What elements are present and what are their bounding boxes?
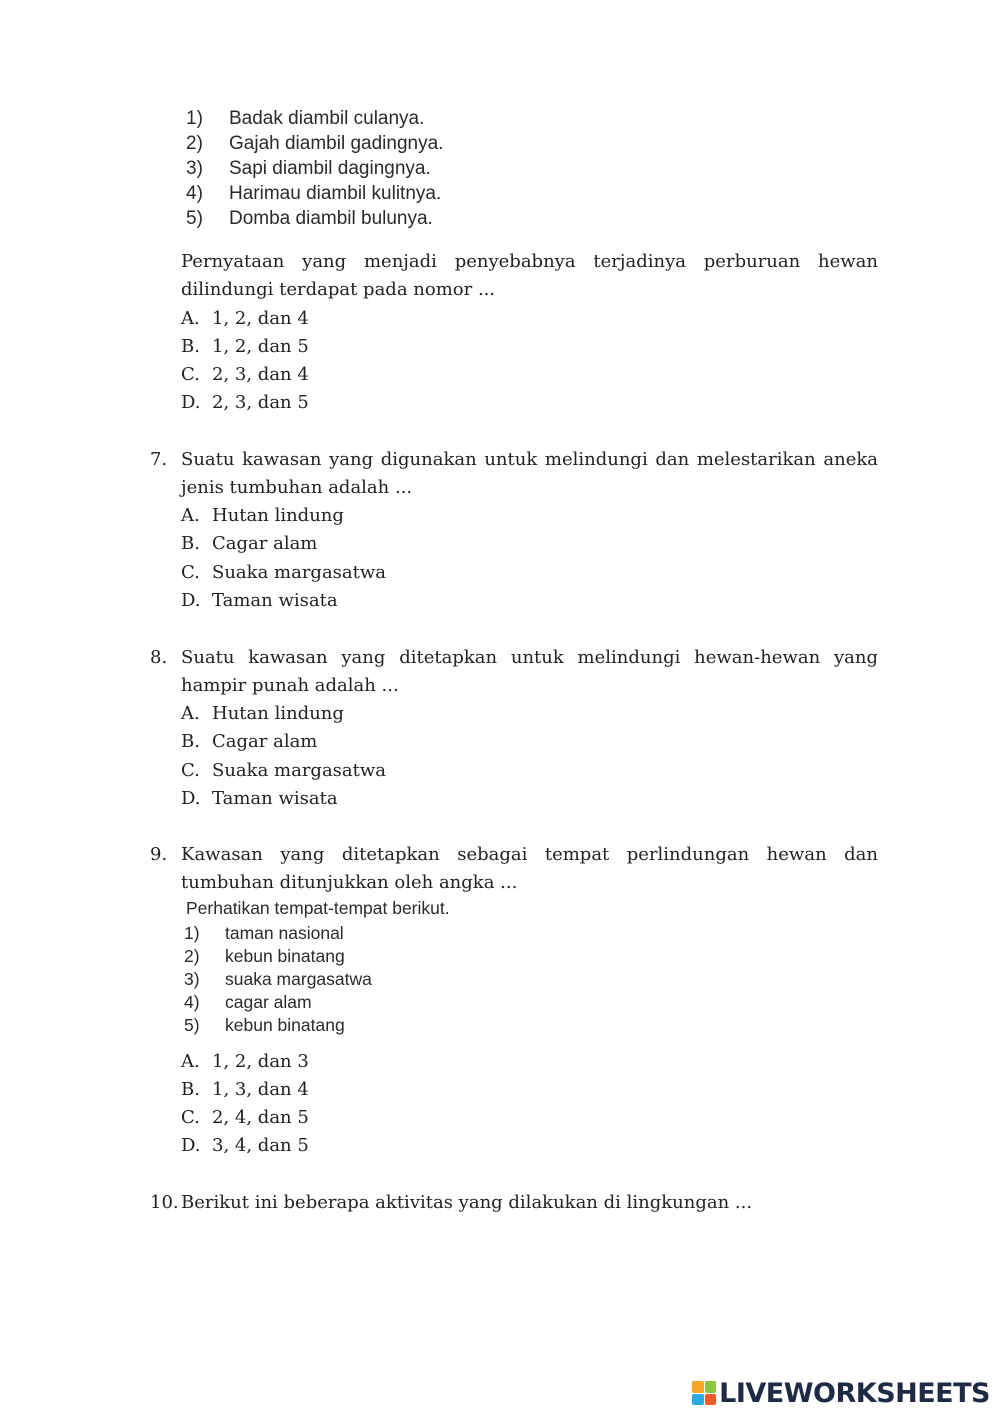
- option-letter: C.: [181, 562, 200, 583]
- question-8-number: 8.: [150, 647, 168, 668]
- q6-option-c[interactable]: [181, 361, 309, 389]
- q8-option-b[interactable]: [181, 728, 317, 756]
- list-item-text: Sapi diambil dagingnya.: [229, 158, 431, 179]
- option-text: Cagar alam: [212, 731, 318, 752]
- option-letter: D.: [181, 392, 201, 413]
- option-text: 1, 2, dan 3: [212, 1051, 309, 1072]
- causes-list: [186, 108, 486, 238]
- logo-square: [705, 1394, 717, 1406]
- logo-square: [705, 1381, 717, 1393]
- option-letter: C.: [181, 1107, 200, 1128]
- logo-grid-icon: [692, 1381, 716, 1405]
- option-text: 3, 4, dan 5: [212, 1135, 309, 1156]
- logo-square: [692, 1394, 704, 1406]
- list-item-number: 3): [186, 158, 203, 179]
- q9-option-a[interactable]: [181, 1048, 309, 1076]
- list-item-text: kebun binatang: [225, 1015, 345, 1035]
- list-item-text: suaka margasatwa: [225, 969, 372, 989]
- option-letter: A.: [181, 505, 200, 526]
- question-9-number: 9.: [150, 844, 168, 865]
- option-text: 2, 4, dan 5: [212, 1107, 309, 1128]
- option-letter: B.: [181, 731, 200, 752]
- q8-option-d[interactable]: [181, 785, 338, 813]
- option-text: 2, 3, dan 4: [212, 364, 309, 385]
- option-text: Suaka margasatwa: [212, 760, 387, 781]
- list-item-number: 4): [184, 992, 200, 1012]
- option-letter: C.: [181, 364, 200, 385]
- list-item-number: 1): [186, 108, 203, 129]
- question-10-number: 10.: [150, 1192, 179, 1213]
- option-letter: D.: [181, 590, 201, 611]
- list-item-number: 4): [186, 183, 203, 204]
- option-text: 1, 3, dan 4: [212, 1079, 309, 1100]
- option-text: 1, 2, dan 4: [212, 308, 309, 329]
- option-text: Hutan lindung: [212, 505, 344, 526]
- option-letter: B.: [181, 336, 200, 357]
- q9-option-d[interactable]: [181, 1132, 309, 1160]
- places-intro: Perhatikan tempat-tempat berikut.: [186, 898, 450, 918]
- q9-option-c[interactable]: [181, 1104, 309, 1132]
- q9-option-b[interactable]: [181, 1076, 309, 1104]
- list-item-number: 3): [184, 969, 200, 989]
- list-item-number: 5): [184, 1015, 200, 1035]
- q7-option-d[interactable]: [181, 587, 338, 615]
- option-letter: D.: [181, 1135, 201, 1156]
- list-item-text: cagar alam: [225, 992, 312, 1012]
- list-item-number: 2): [186, 133, 203, 154]
- list-item-text: Domba diambil bulunya.: [229, 208, 433, 229]
- option-text: Hutan lindung: [212, 703, 344, 724]
- q6-option-b[interactable]: [181, 333, 309, 361]
- question-6-text: Pernyataan yang menjadi penyebabnya terjadinya perburuan hewan dilindungi terdapat pada nomor ...: [181, 251, 878, 300]
- option-text: 1, 2, dan 5: [212, 336, 309, 357]
- question-9-text: Kawasan yang ditetapkan sebagai tempat perlindungan hewan dan tumbuhan ditunjukkan oleh angka ...: [181, 844, 878, 893]
- list-item-text: taman nasional: [225, 923, 344, 943]
- option-letter: B.: [181, 533, 200, 554]
- q6-option-d[interactable]: [181, 389, 309, 417]
- option-text: 2, 3, dan 5: [212, 392, 309, 413]
- list-item-number: 2): [184, 946, 200, 966]
- liveworksheets-logo[interactable]: [692, 1376, 990, 1410]
- q8-option-c[interactable]: [181, 757, 386, 785]
- option-letter: A.: [181, 703, 200, 724]
- q6-option-a[interactable]: [181, 305, 309, 333]
- option-letter: C.: [181, 760, 200, 781]
- option-text: Cagar alam: [212, 533, 318, 554]
- option-letter: B.: [181, 1079, 200, 1100]
- option-text: Taman wisata: [212, 590, 338, 611]
- list-item-number: 1): [184, 923, 200, 943]
- option-letter: D.: [181, 788, 201, 809]
- question-7-text: Suatu kawasan yang digunakan untuk melindungi dan melestarikan aneka jenis tumbuhan adalah ...: [181, 449, 878, 498]
- q8-option-a[interactable]: [181, 700, 344, 728]
- option-letter: A.: [181, 308, 200, 329]
- option-letter: A.: [181, 1051, 200, 1072]
- list-item-text: Harimau diambil kulitnya.: [229, 183, 442, 204]
- option-text: Taman wisata: [212, 788, 338, 809]
- option-text: Suaka margasatwa: [212, 562, 387, 583]
- list-item-text: Gajah diambil gadingnya.: [229, 133, 444, 154]
- question-8-text: Suatu kawasan yang ditetapkan untuk melindungi hewan-hewan yang hampir punah adalah ...: [181, 647, 878, 696]
- logo-text: LIVEWORKSHEETS: [719, 1377, 990, 1409]
- q7-option-a[interactable]: [181, 502, 344, 530]
- question-7-number: 7.: [150, 449, 168, 470]
- list-item-number: 5): [186, 208, 203, 229]
- places-list: [184, 898, 504, 1043]
- q7-option-b[interactable]: [181, 530, 317, 558]
- list-item-text: Badak diambil culanya.: [229, 108, 425, 129]
- question-10-text: Berikut ini beberapa aktivitas yang dilakukan di lingkungan ...: [181, 1192, 753, 1213]
- logo-square: [692, 1381, 704, 1393]
- q7-option-c[interactable]: [181, 559, 386, 587]
- list-item-text: kebun binatang: [225, 946, 345, 966]
